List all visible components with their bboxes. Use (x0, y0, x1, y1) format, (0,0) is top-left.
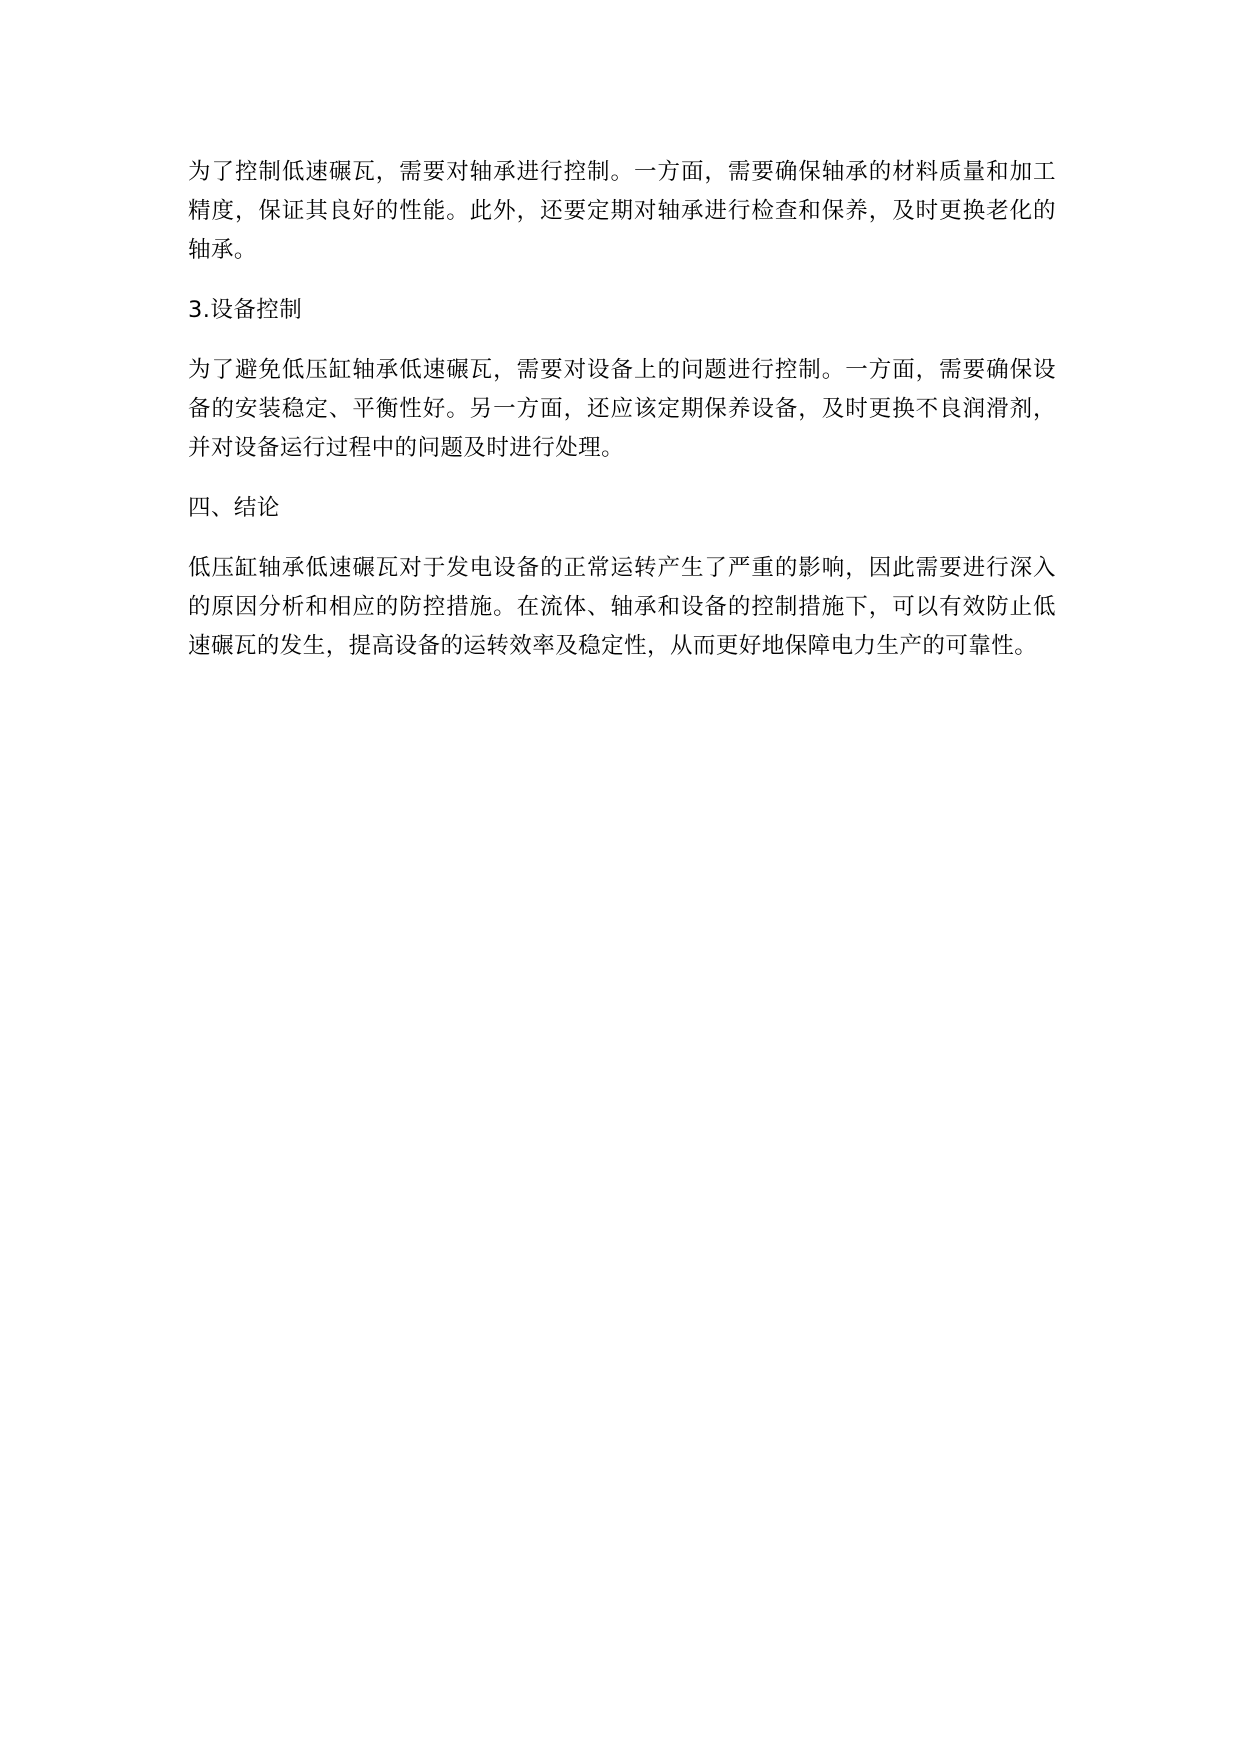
paragraph-gap (188, 330, 1056, 351)
paragraph-gap (188, 270, 1056, 291)
section-heading-equipment-control: 3.设备控制 (188, 297, 303, 323)
paragraph-bearing-control: 为了控制低速碾瓦，需要对轴承进行控制。一方面，需要确保轴承的材料质量和加工精度，保证其良好的性能。此外，还要定期对轴承进行检查和保养，及时更换老化的轴承。 (188, 159, 1056, 263)
paragraph-conclusion: 低压缸轴承低速碾瓦对于发电设备的正常运转产生了严重的影响，因此需要进行深入的原因分析和相应的防控措施。在流体、轴承和设备的控制措施下，可以有效防止低速碾瓦的发生，提高设备的运转效率及稳定性，从而更好地保障电力生产的可靠性。 (188, 555, 1056, 659)
paragraph-gap (188, 468, 1056, 489)
paragraph-gap (188, 528, 1056, 549)
document-body (188, 153, 1056, 666)
section-heading-conclusion: 四、结论 (188, 495, 280, 521)
paragraph-equipment-control: 为了避免低压缸轴承低速碾瓦，需要对设备上的问题进行控制。一方面，需要确保设备的安装稳定、平衡性好。另一方面，还应该定期保养设备，及时更换不良润滑剂，并对设备运行过程中的问题及时进行处理。 (188, 357, 1056, 461)
